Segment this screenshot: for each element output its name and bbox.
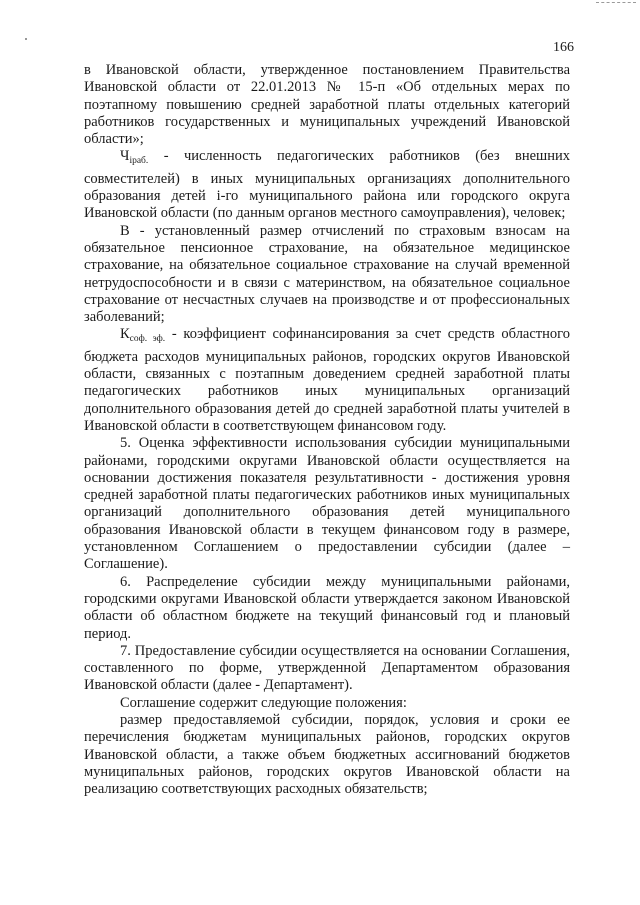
paragraph-continuation <box>84 62 570 148</box>
paragraph-text: 6. Распределение субсидии между муниципальными районами, городскими округами Ивановской области утверждается законом Ивановской области об областном бюджете на текущий финансовый год и плановый период. <box>84 573 570 642</box>
paragraph-text: размер предоставляемой субсидии, порядок, условия и сроки ее перечисления бюджетам муниципальных районов, городских округов Ивановской области, а также объем бюджетных ассигнований бюджетов муниципальных районов, городских округов Ивановской области на реализацию соответствующих расходных обязательств; <box>84 711 570 798</box>
paragraph-agreement-intro <box>84 695 570 712</box>
paragraph-text: - коэффициент софинансирования за счет средств областного бюджета расходов муниципальных районов, городских округов Ивановской области, связанных с поэтапным доведением средней заработной платы педагогических работников иных муниципальных организаций дополнительного образования детей до средней заработной платы учителей в Ивановской области в соответствующем финансовом году. <box>84 326 570 434</box>
formula-term-k: К <box>120 326 130 343</box>
paragraph-text: 7. Предоставление субсидии осуществляется на основании Соглашения, составленного по форме, утвержденной Департаментом образования Ивановской области (далее - Департамент). <box>84 642 570 694</box>
paragraph-agreement-provision <box>84 712 570 798</box>
page-number: 166 <box>553 40 574 55</box>
paragraph-text: Соглашение содержит следующие положения: <box>120 694 407 711</box>
paragraph-text: В - установленный размер отчислений по страховым взносам на обязательное пенсионное страхование, на обязательное медицинское страхование, на обязательное социальное страхование на случай временной нетрудоспособности и в связи с материнством, на обязательное социальное страхование от несчастных случаев на производстве и от профессиональных заболеваний; <box>84 222 570 326</box>
paragraph-item-6 <box>84 574 570 643</box>
paragraph-ch-definition <box>84 148 570 222</box>
paragraph-k-definition <box>84 326 570 435</box>
paragraph-b-definition <box>84 223 570 327</box>
paragraph-text: - численность педагогических работников (без внешних совместителей) в иных муниципальных организациях дополнительного образования детей i-го муниципального района или городского округа Ивановской области (по данным органов местного самоуправления), человек; <box>84 148 570 222</box>
paragraph-text: 5. Оценка эффективности использования субсидии муниципальными районами, городскими округами Ивановской области осуществляется на основании достижения показателя результативности - достижения уровня средней заработной платы педагогических работников иных муниципальных организаций дополнительного образования детей муниципального образования Ивановской области в текущем финансовом году в размере, установленном Соглашением о предоставлении субсидии (далее – Соглашение). <box>84 435 570 573</box>
scan-speck <box>25 38 27 40</box>
paragraph-item-5 <box>84 435 570 573</box>
scan-corner-mark <box>596 2 636 3</box>
document-body <box>84 62 570 798</box>
formula-term-ch: Ч <box>120 148 130 165</box>
formula-term-k-subscript: соф. эф. <box>129 334 166 345</box>
paragraph-text: в Ивановской области, утвержденное постановлением Правительства Ивановской области от 22.01.2013 № 15-п «Об отдельных мерах по поэтапному повышению средней заработной платы отдельных категорий работников государственных и муниципальных учреждений Ивановской области»; <box>84 62 570 148</box>
formula-term-ch-subscript: iраб. <box>129 156 149 167</box>
paragraph-item-7 <box>84 643 570 695</box>
